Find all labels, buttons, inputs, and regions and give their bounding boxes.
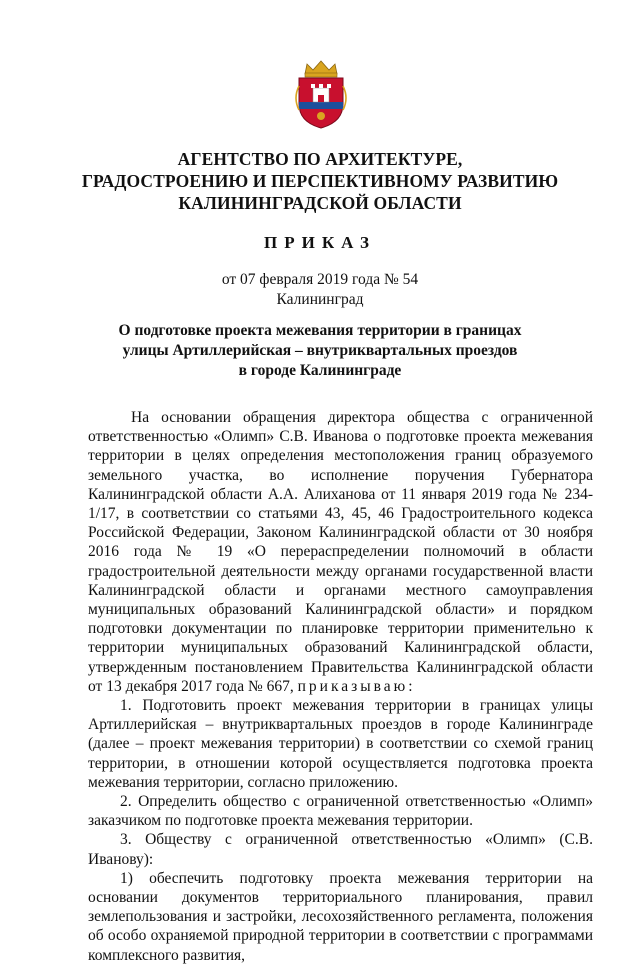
order-body <box>88 408 593 965</box>
coat-of-arms <box>291 58 351 130</box>
preamble-text: На основании обращения директора общества с ограниченной ответственностью «Олимп» С.В. Иванова о подготовке проекта межевания территории в целях определения местоположения границ образуемого земельного участка, во исполнение поручения Губернатора Калининградской области А.А. Алиханова от 11 января 2019 года № 234-1/17, в соответствии со статьями 43, 45, 46 Градостроительного кодекса Российской Федерации, Законом Калининградской области от 30 ноября 2016 года № 19 «О перераспределении полномочий в области градостроительной деятельности между органами государственной власти Калининградской области и органами местного самоуправления муниципальных образований Калининградской области» и порядком подготовки документации по планировке территории применительно к территории муниципальных образований Калининградской области, утвержденным постановлением Правительства Калининградской области от 13 декабря 2017 года № 667, <box>88 409 593 695</box>
subject-line-3: в городе Калининграде <box>238 362 402 379</box>
order-title: ПРИКАЗ <box>264 233 376 252</box>
order-subject <box>0 321 640 381</box>
agency-line-1: АГЕНТСТВО ПО АРХИТЕКТУРЕ, <box>177 149 463 169</box>
preamble-paragraph <box>88 408 593 696</box>
agency-line-3: КАЛИНИНГРАДСКОЙ ОБЛАСТИ <box>178 193 462 213</box>
agency-line-2: ГРАДОСТРОЕНИЮ И ПЕРСПЕКТИВНОМУ РАЗВИТИЮ <box>81 171 559 191</box>
agency-name <box>0 148 640 214</box>
kaliningrad-coat-of-arms-icon <box>291 58 351 130</box>
subject-line-1: О подготовке проекта межевания территории в границах <box>118 322 522 339</box>
order-city: Калининград <box>276 291 364 308</box>
item-3-1: 1) обеспечить подготовку проекта межевания территории на основании документов территориального планирования, правил землепользования и застройки, лесохозяйственного регламента, положения об особо охраняемой природной территории в соответствии с программами комплексного развития, <box>88 869 593 964</box>
item-2: 2. Определить общество с ограниченной ответственностью «Олимп» заказчиком по подготовке проекта межевания территории. <box>88 793 593 830</box>
item-1: 1. Подготовить проект межевания территории в границах улицы Артиллерийская – внутриквартальных проездов в городе Калининграде (далее – проект межевания территории) в соответствии со схемой границ территории, в отношении которой осуществляется подготовка проекта межевания территории, согласно приложению. <box>88 697 593 791</box>
subject-line-2: улицы Артиллерийская – внутриквартальных проездов <box>122 342 518 359</box>
command-text: приказываю: <box>297 677 416 695</box>
order-header <box>0 270 640 310</box>
item-3: 3. Обществу с ограниченной ответственностью «Олимп» (С.В. Иванову): <box>88 831 593 868</box>
order-date: от 07 февраля 2019 года № 54 <box>221 271 419 288</box>
